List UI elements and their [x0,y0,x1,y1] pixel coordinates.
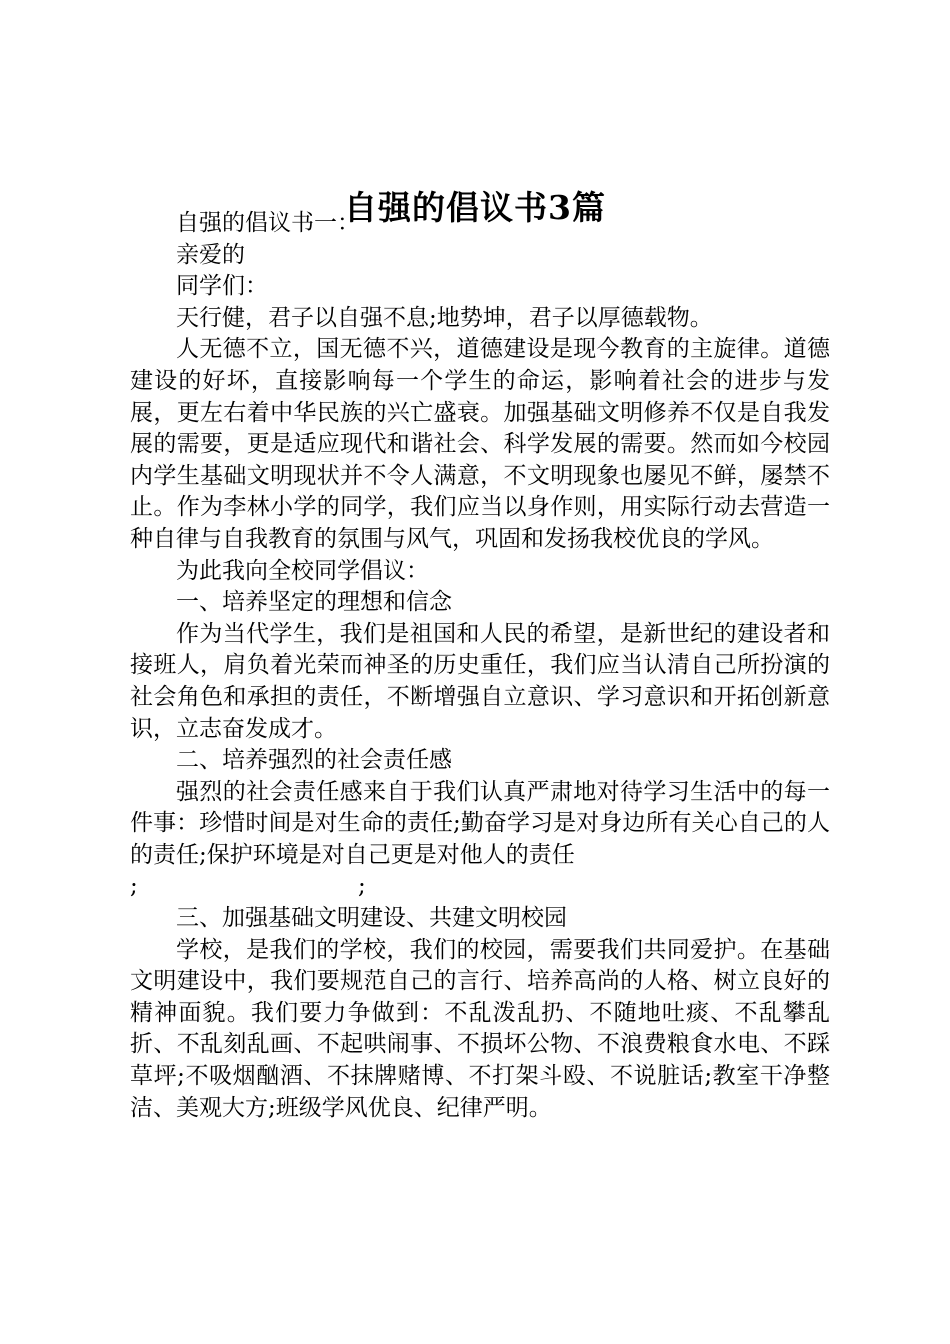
paragraph-intro: 人无德不立，国无德不兴，道德建设是现今教育的主旋律。道德建设的好坏，直接影响每一个学生的命运，影响着社会的进步与发展，更左右着中华民族的兴亡盛衰。加强基础文明修养不仅是自我发展的需要，更是适应现代和谐社会、科学发展的需要。然而如今校园内学生基础文明现状并不令人满意，不文明现象也屡见不鲜，屡禁不止。作为李林小学的同学，我们应当以身作则，用实际行动去营造一种自律与自我教育的氛围与风气，巩固和发扬我校优良的学风。 [130,336,830,552]
item-heading-3: 三、加强基础文明建设、共建文明校园 [176,905,567,932]
paragraph-item-2: 强烈的社会责任感来自于我们认真严肃地对待学习生活中的每一件事：珍惜时间是对生命的责任;勤奋学习是对身边所有关心自己的人的责任;保护环境是对自己更是对他人的责任 [130,778,830,868]
item-heading-2: 二、培养强烈的社会责任感 [176,747,452,774]
document-title: 自强的倡议书3篇 [344,188,606,227]
paragraph-proposal-lead: 为此我向全校同学倡议： [176,557,429,584]
item-heading-1: 一、培养坚定的理想和信念 [176,589,452,616]
paragraph-item-1: 作为当代学生，我们是祖国和人民的希望，是新世纪的建设者和接班人，肩负着光荣而神圣的历史重任，我们应当认清自己所扮演的社会角色和承担的责任，不断增强自立意识、学习意识和开拓创新意识，立志奋发成才。 [130,620,830,742]
semicolon-row [130,871,830,903]
paragraph-motto: 天行健，君子以自强不息;地势坤，君子以厚德载物。 [176,304,713,331]
salutation-line-2: 同学们： [176,273,268,300]
semicolon-mark: ; [130,873,138,900]
salutation-line-1: 亲爱的 [176,241,245,268]
section-heading-1: 自强的倡议书一： [176,210,360,236]
semicolon-mark: ; [358,873,366,900]
document-body [130,208,830,1124]
paragraph-item-3: 学校，是我们的学校，我们的校园，需要我们共同爱护。在基础文明建设中，我们要规范自己的言行、培养高尚的人格、树立良好的精神面貌。我们要力争做到：不乱泼乱扔、不随地吐痰、不乱攀乱折、不乱刻乱画、不起哄闹事、不损坏公物、不浪费粮食水电、不踩草坪;不吸烟酗酒、不抹牌赌博、不打架斗殴、不说脏话;教室干净整洁、美观大方;班级学风优良、纪律严明。 [130,936,830,1121]
